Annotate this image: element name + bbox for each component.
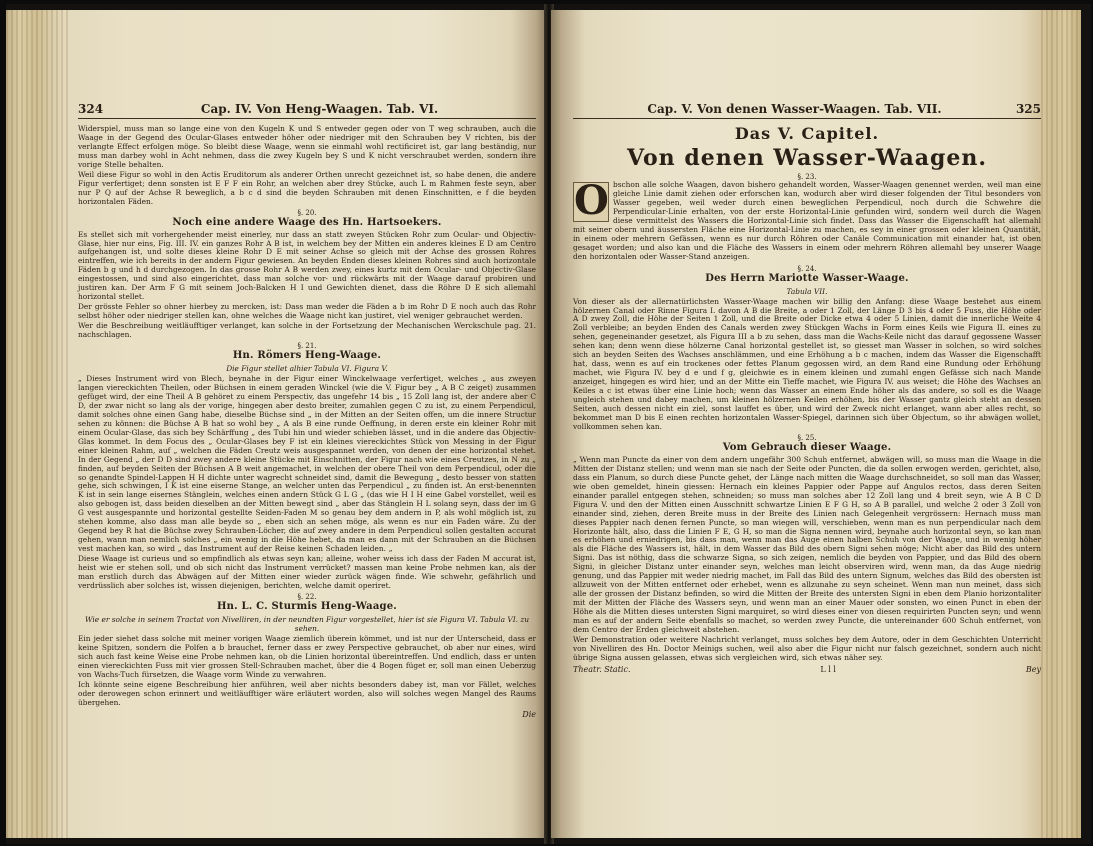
section-25-text-2: Wer Demonstration oder weitere Nachricht verlanget, muss solches bey dem Autore, oder in dem Geschichten Unterricht von Nivelliren des Hn. Doctor Meinigs suchen, weil also aber die Figur nicht nur falsch gezeichnet, sondern auch nicht übrige Signa aussen gelassen, etwas sich vergleichen wird, sich etwas näher sey. xyxy=(573,634,1041,662)
section-25-title: Vom Gebrauch dieser Waage. xyxy=(722,441,892,453)
section-21-subtitle: Die Figur stellet alhier Tabula VI. Figura V. xyxy=(226,364,388,374)
section-23-text: bschon alle solche Waagen, davon bishero gehandelt worden, Wasser-Waagen genennet werden, weil man eine gleiche Linie damit ziehen oder erforschen kan, wodurch aber wird dieser folgenden der Titul besonders von Wasser gegeben, weil weder durch einen beweglichen Perpendicul, noch durch die Schwehre die Perpendicular-Linie erhalten, von der erste Horizontal-Linie gefunden wird, sondern weil durch die Wagen diese vermittelst des Wassers die Horizontal-Linie sich findet. Dass das Wasser die Eigenschafft hat allemahl mit seiner obern und äussersten Fläche eine Horizontal-Linie zu machen, es sey in einer grossen oder kleinen Quantität, in einem oder mehrern Gefässen, wenn es nur durch Röhren oder Canäle Communication mit einander hat, ist oben gesaget worden; und also kan und die Fläche des Wassers in einem oder mehrern Röhren allemahl bey unserer Waage den horizontalen oder Wasser-Stand anzeigen. xyxy=(573,181,1041,261)
section-22-title: Hn. L. C. Sturmis Heng-Waage. xyxy=(217,600,397,612)
section-20-number: §. 20. xyxy=(297,208,317,217)
left-page-edge xyxy=(6,10,68,838)
section-22-text-2: Ich könnte seine eigene Beschreibung hier anführen, weil aber nichts besonders dabey ist, man vor Fället, welches oder derowegen schon erinnert und weitläufftiger wäre erläutert worden, also will solches wegen Mangel des Raums übergehen. xyxy=(78,679,536,707)
section-21-number: §. 21. xyxy=(297,342,317,351)
section-22-subtitle: Wie er solche in seinem Tractat von Nivelliren, in der neundten Figur vorgestellet, hier ist sie Figura VI. Tabula VI. zu sehen. xyxy=(84,614,530,633)
section-25-text: „ Wenn man Puncte da einer von dem andern ungefähr 300 Schuh entfernet, abwägen will, so muss man die Waage in die Mitten der Distanz stellen; und wenn man sie nach der Seite oder Puncten, die da sollen erwogen werden, gerichtet, also, dass ein Planum, so durch diese Puncte gehet, der Länge nach mitten die Waage durchschneidet, so soll man das Wasser, wie oben gemeldet, hinein giessen: Hernach ein kleines Pappier oder Pappe auf Angulos rectos, dass deren Seiten einander parallel entgegen stehen, schneiden; so muss man solches aber 12 Zoll lang und 4 breit seyn, wie A B C D Figura V. und den der Mitten einen Ausschnitt schwartze Linien E F G H, so A B parallel, und welche 2 oder 3 Zoll von einander sind, ziehen, deren Breite muss in der Breite des Linien nach Gelegenheit vergrössern: Hernach muss man dieses Pappier nach denen fernen Puncte, so man wiegen will, verschieben, wenn man es nun perpendicular nach dem Horizonte hält, also, dass die Linien F E, G H, so man die Signa nennen wird, beynahe auch horizontal seyn, so kan man es erhöhen und erniedrigen, bis dass man, wenn man das Auge einen halben Schuh von der Waage, und in wenig höher als die Fläche des Wassers ist, hält, in dem Wasser das Bild des obern Signi sehen möge; Nicht aber das Bild des untern Signi. Das ist nöthig, dass die schwarze Signa, so sich zeigen, nemlich die beyden von Pappier, und das Bild des obern Signi, in gleicher Distanz unter einander seyn, welches man leicht observiren wird, wenn man, da das Auge niedrig genung, und das Pappier mit weder niedrig machet, im Fall das Bild des untern Signum, welches das Bild des obersten ist allzuweit von der Mitten entfernet oder erhebet, wenn es allzunahe zu seyn scheinet. Wenn man nun meinet, dass sich alle der grossen der Distanz befinden, so wird die Mitten der Breite des untersten Signi in eben dem Planio horizontaliter mit der Mitten der Fläche des Wassers seyn, und wenn man an einer Mauer oder sonsten, wo einen Punct in eben der Höhe als die Mitten dieses untersten Signi marquiret, so wird dieses einer von diesen requirirten Puncten seyn; und wenn man es auf der andern Seite ebenfalls so machet, so werden zwey Puncte, die untereinander 600 Schuh entfernet, von dem Centro der Erden gleichweit abstehen. xyxy=(573,454,1041,634)
section-24-number: §. 24. xyxy=(797,264,817,273)
section-22-number: §. 22. xyxy=(297,592,317,601)
section-22-text: Ein jeder siehet dass solche mit meiner vorigen Waage ziemlich überein kömmet, und ist nur der Unterscheid, dass er keine Spitzen, sondern die Polfen a b brauchet, ferner dass er zwey Perspective gebrauchet, ob aber nur eines, wird sich auch fast keine Weise eine Probe nehmen kan, ob die Linien horizontal übereintreffen. Und endlich, dass er unten einen viereckichten Fuss mit vier grossen Stell-Schrauben machet, über die 4 Bogen füget er, soll man einen Ueberzug von Wachs-Tuch fürsetzen, die Waage vorm Winde zu verwahren. xyxy=(78,633,536,679)
right-page-footer xyxy=(573,665,1041,674)
section-24-text: Von dieser als der allernatürlichsten Wasser-Waage machen wir billig den Anfang: diese Waage bestehet aus einem hölzernen Canal oder Rinne Figura I. davon A B die Breite, a oder 1 Zoll, der Länge D 3 bis 4 oder 5 Fuss, die Höhe oder A D zwey Zoll, die Höhe der Seiten 1 Zoll, und die Breite oder Dicke etwa 4 oder 5 Linien, damit die innerliche Weite 4 Zoll verbleibe; an beyden Enden des Canals werden zwey Stückgen Wachs in Form eines Keils wie Figura II. eines zu sehen, gegeneinander gesetzet, als Figura III a b zu sehen, dass man die Wachs-Keile nicht das darauf gegossene Wasser sehen kan; denn wenn diese hölzerne Canal horizontal gestellet ist, so giesset man Wasser in solchen, so wird solches sich an beyden Seiten des Wachses anschlämmen, und eine Erhöhung a b c machen, indem das Wasser die Eigenschafft hat, dass, wenn es auf ein trockenes oder fettes Planum gegossen wird, an dem Rand eine Rundung oder Erhöhung machet, wie Figura IV. bey d e und f g, gleichwie es in einem kleinen und zumahl engen Gefässe sich nach Mande anzeiget, hingegen es wird hier, und an der Mitte ein Tieffe machet, wie Figura IV. aus weiset; die Höhe des Wachses an Keiles a c ist etwas über eine Linie hoch; wenn das Wasser an einem Ende höher als das andere, so soll es die Waage ungleich stehen und dabey machen, um kleinen hölzernen Keilen erhöhen, bis der Wasser gantz gleich steht an dessen Seiten, auch dessen nicht ein ziel, sonst lauffet es über, und wird der Zweck nicht erlanget, wann aber alles recht, so bekommet man D bis E einen rechten horizontalen Wasser-Spiegel, darinnen sich über Objectum, so ihr abwägen wollet, vollkommen sehen kan. xyxy=(573,296,1041,431)
right-running-head xyxy=(573,102,1041,119)
section-20-title: Noch eine andere Waage des Hn. Hartsoekers. xyxy=(172,216,442,228)
section-21-title: Hn. Römers Heng-Waage. xyxy=(232,350,382,362)
left-page xyxy=(6,10,546,838)
left-running-head xyxy=(78,102,536,119)
section-23-number: §. 23. xyxy=(797,173,817,181)
dropcap-initial: O xyxy=(574,181,609,224)
left-running-title: Cap. IV. Von Heng-Waagen. Tab. VI. xyxy=(200,102,439,116)
right-page-number: 325 xyxy=(1015,102,1041,116)
left-catchword: Die xyxy=(522,709,536,719)
right-page xyxy=(551,10,1081,838)
section-21-text: „ Dieses Instrument wird von Blech, beynahe in der Figur einer Winckelwaage verfertiget, welches „ aus zweyen langen viereckichten Theilen, oder Büchsen in einem geraden Winckel (wie die V. Figur bey „ A B C zeiget) zusammen gefüget wird, der eine Theil A B gehöret zu einem Perspectiv, das ungefehr 14 bis „ 15 Zoll lang ist, der andere aber C D, der zwar nicht so lang als der vorige, hingegen aber desto breiter, zumahlen gegen C zu ist, zu einem Perpendicul, damit solches ohne einen Gang habe, dieselbe Büchse sind „ in der Mitten an der Seiten offen, um die innere Structur sehen zu können: die Büchse A B hat so wohl bey „ A als B eine runde Oeffnung, in deren erste ein kleiner Rohr mit einem Ocular-Glase, das sich bey Schärffung „ des Tubi hin und wieder schieben lässet, und in die andere das Objectiv-Glas kommet. In dem Focus des „ Ocular-Glases bey F ist ein kleines viereckichtes Stück von Messing in der Figur einer kleinen Rahm, auf „ welchen die Fäden Creutz weis ausgespannet werden, von denen der eine horizontal stehet. In der Gegend „ der D D sind zwey andere kleine Stücke mit Einschnitten, der Figur nach wie eines Creutzes, in N zu „ finden, auf beyden Seiten der Büchsen A B weit angemachet, in welchen der obere Theil von dem Perpendicul, oder die so genandte Spindel-Lappen H H dichte unter wagrecht schneidet sind, damit die Bewegung „ desto besser von statten gehe, sich schwingen, I K ist eine eiserne Stange, an welcher unten das Perpendicul „ zu finden ist. An erst-benennten K ist in sein lange eisernes Stänglein, welches einen andern Stück G L G „ (das wie H I H eine Gabel vorstellet, weil es also gebogen ist, dass beiden dieselben an der Mitten bewegt sind „ aber das Stänglein H L solang seyn, dass der im G G vest ausgespannte und horizontal gestellte Seiden-Faden M so genau bey dem andern in P, als wohl möglich ist, zu stehen komme, also dass man alle beyde so „ eben sich an sehen möge, als wenn es nur ein Faden wäre. Zu der Gegend bey R hat die Büchse zwey Schrauben-Löcher, die auf zwey andere in dem Perpendicul sollen gestalten accurat gehen, wann man nemlich solches „ ein wenig in die Höhe hebet, da man es dann mit der Schrauben an die Büchsen vest machen kan, so wird „ das Instrument auf der Reise keinen Schaden leiden. „ xyxy=(78,374,536,554)
right-catchword: Bey xyxy=(1025,664,1041,674)
right-page-content xyxy=(573,102,1041,674)
section-24-subtitle: Tabula VII. xyxy=(786,286,828,296)
chapter-title: Von denen Wasser-Waagen. xyxy=(626,145,988,171)
chapter-label: Das V. Capitel. xyxy=(734,124,880,143)
left-page-content xyxy=(78,102,536,719)
section-23-block xyxy=(573,181,1041,263)
right-page-edge xyxy=(1041,10,1081,838)
left-page-number: 324 xyxy=(78,102,104,116)
section-20-text-3: Wer die Beschreibung weitläufftiger verlanget, kan solche in der Fortsetzung der Mechanischen Werckschule pag. 21. nachschlagen. xyxy=(78,321,536,340)
section-21-text-2: Diese Waage ist curieus und so empfindlich als etwas seyn kan; alleine, woher weiss ich dass der Faden M accurat ist, heist wie er stehen soll, und ob sich nicht das Instrument verrücket? massen man keine Probe nehmen kan, als der man erstlich durch das Abwägen auf der Mitten einer wieder zurück wägen finde. Wie schwehr, gefährlich und verdrüsslich aber solches ist, wissen diejenigen, berichten, welche damit operiret. xyxy=(78,554,536,590)
left-intro-paragraph-2: Weil diese Figur so wohl in den Actis Eruditorum als anderer Orthen unrecht gezeichnet ist, so habe denen, die andere Figur verfertiget; denn sonsten ist E F F ein Rohr, an welchen aber drey Stücke, auch L m Rahmen feste seyn, aber nur P Q auf der Achse R beweglich, a b c d sind die beyden Schrauben mit denen Einschnitten, e f die beyden horizontalen Fäden. xyxy=(78,169,536,206)
footer-signature: Theatr. Static. xyxy=(573,664,631,674)
book-spread xyxy=(6,4,1091,844)
section-25-number: §. 25. xyxy=(797,433,817,442)
section-20-text: Es stellet sich mit vorhergehender meist einerley, nur dass an statt zweyen Stücken Rohr zum Ocular- und Objectiv-Glase, hier nur eins, Fig. III. IV. ein ganzes Rohr A B ist, in welchem bey der Mitten ein anderes kleines E D am Centro aufgehangen ist, und solte dieses kleine Rohr D E mit seiner Achse so gleich mit der Achse des grossen Rohres eintreffen, wie ich bereits in der andern Figur gewiesen. An beyden Enden dieses kleinen Rohres sind auch horizontale Fäden b g und h d durchgezogen. In das grosse Rohr A B werden zwey, eines kurtz mit dem Ocular- und Objectiv-Glase eingestossen, und sind also eingerichtet, dass man solche vor- und rückwärts mit der Waage darauf probiren und justiren kan. Der Arm F G mit seinem Joch-Balcken H I und Gewichten dienet, dass die Röhre D E sich allemahl horizontal stellet. xyxy=(78,229,536,302)
left-page-footer xyxy=(78,710,536,719)
left-intro-paragraph-1: Widerspiel, muss man so lange eine von den Kugeln K und S entweder gegen oder von T weg schrauben, auch die Waage in der Gegend des Ocular-Glases entweder höher oder niedriger mit den Schrauben bey V richten, bis der verlangte Effect erfolgen möge. So bleibt diese Waage, wenn sie einmahl wohl rectificiret ist, gar lang beständig, nur muss man darbey wohl in Acht nehmen, dass die zwey Kugeln bey S und K nicht verschraubet werden, sondern ihre vorige Stelle behalten. xyxy=(78,124,536,169)
right-running-title: Cap. V. Von denen Wasser-Waagen. Tab. VII. xyxy=(647,102,942,116)
section-20-text-2: Der grösste Fehler so ohner hierbey zu mercken, ist: Dass man weder die Fäden a b im Rohr D E noch auch das Rohr selbst höher oder niedriger stellen kan, ohne welches die Waage nicht kan justiret, viel weniger gebrauchet werden. xyxy=(78,302,536,321)
footer-mark: L l l xyxy=(820,664,836,674)
section-24-title: Des Herrn Mariotte Wasser-Waage. xyxy=(705,272,909,284)
